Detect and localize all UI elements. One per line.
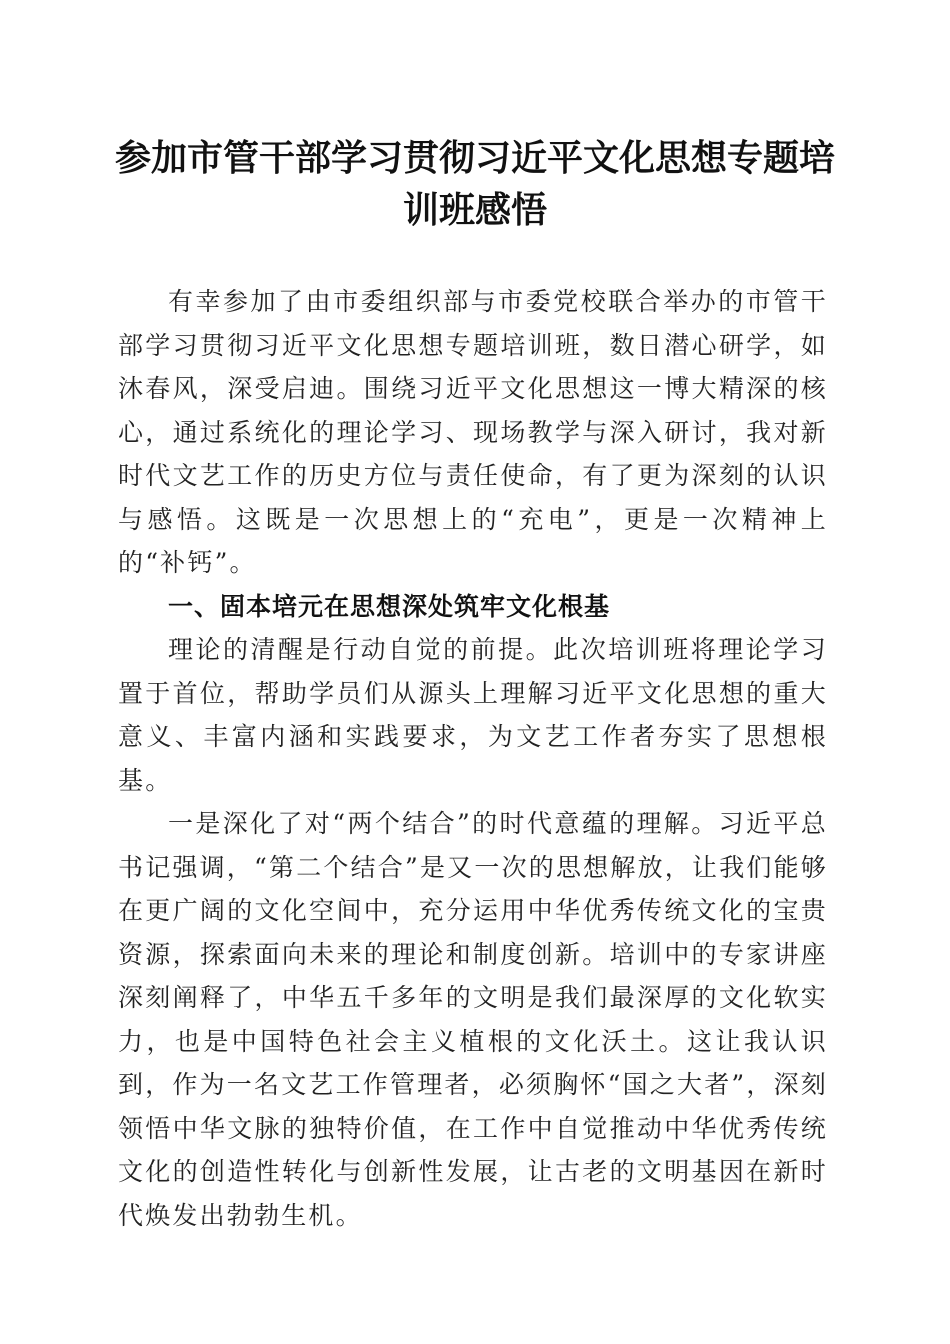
- section-1-paragraph: 理论的清醒是行动自觉的前提。此次培训班将理论学习置于首位，帮助学员们从源头上理解习近平文化思想的重大意义、丰富内涵和实践要求，为文艺工作者夯实了思想根基。: [118, 635, 828, 795]
- intro-paragraph: 有幸参加了由市委组织部与市委党校联合举办的市管干部学习贯彻习近平文化思想专题培训班，数日潜心研学，如沐春风，深受启迪。围绕习近平文化思想这一博大精深的核心，通过系统化的理论学习、现场教学与深入研讨，我对新时代文艺工作的历史方位与责任使命，有了更为深刻的认识与感悟。这既是一次思想上的“充电”，更是一次精神上的“补钙”。: [118, 287, 828, 577]
- document-title: 参加市管干部学习贯彻习近平文化思想专题培训班感悟: [114, 137, 835, 231]
- section-heading-1: 一、固本培元在思想深处筑牢文化根基: [168, 591, 611, 621]
- document-body: [118, 280, 828, 1237]
- point-1-paragraph: 一是深化了对“两个结合”的时代意蕴的理解。习近平总书记强调，“第二个结合”是又一次的思想解放，让我们能够在更广阔的文化空间中，充分运用中华优秀传统文化的宝贵资源，探索面向未来的理论和制度创新。培训中的专家讲座深刻阐释了，中华五千多年的文明是我们最深厚的文化软实力，也是中国特色社会主义植根的文化沃土。这让我认识到，作为一名文艺工作管理者，必须胸怀“国之大者”，深刻领悟中华文脉的独特价值，在工作中自觉推动中华优秀传统文化的创造性转化与创新性发展，让古老的文明基因在新时代焕发出勃勃生机。: [118, 809, 828, 1230]
